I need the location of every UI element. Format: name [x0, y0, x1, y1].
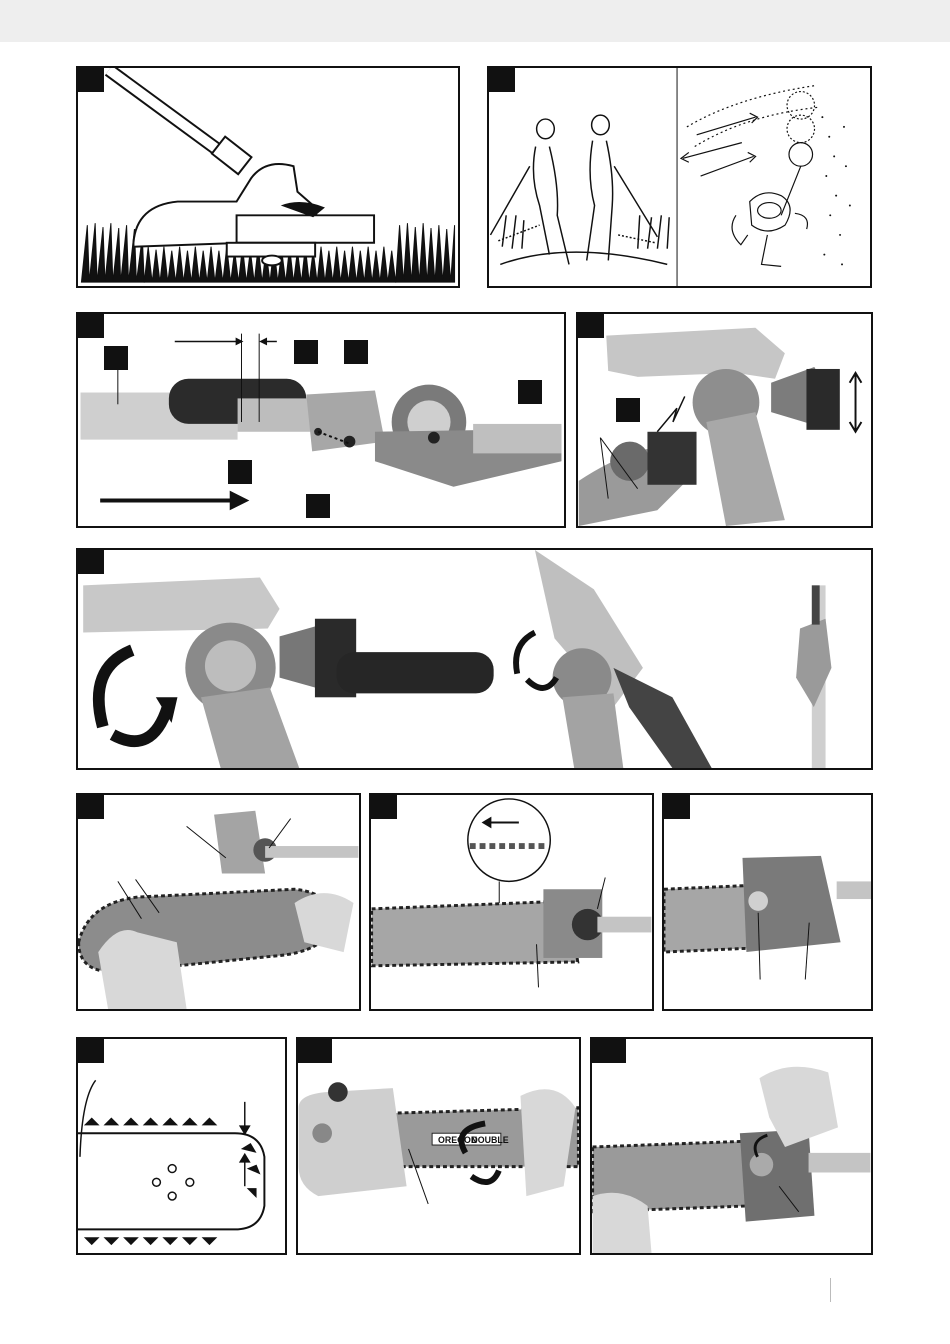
- figure-tension-detail: [76, 1037, 287, 1255]
- figure-badge: [592, 1039, 626, 1063]
- operators-illustration: [489, 68, 870, 286]
- figure-badge: [371, 795, 397, 819]
- angle-rotation-photo: [78, 550, 871, 768]
- callout-marker: [228, 460, 252, 484]
- tension-adjustment-photo: [298, 1039, 579, 1253]
- callout-marker: [306, 494, 330, 518]
- nut-tightening-photo: [592, 1039, 871, 1253]
- page-edge-mark: [830, 1278, 831, 1302]
- figure-badge: [298, 1039, 332, 1063]
- page-header-bar: [0, 0, 950, 42]
- chain-fitting-photo: [371, 795, 652, 1009]
- callout-marker: [294, 340, 318, 364]
- figure-badge: [489, 68, 515, 92]
- chain-brand-label-2: DOUBLE: [471, 1135, 509, 1146]
- figure-tension-adjustment: [296, 1037, 581, 1255]
- figure-operators: [487, 66, 872, 288]
- figure-nut-tightening: [590, 1037, 873, 1255]
- figure-badge: [578, 314, 604, 338]
- figure-badge: [78, 795, 104, 819]
- figure-badge: [78, 1039, 104, 1063]
- figure-gearbox-angle: [576, 312, 873, 528]
- bar-removal-photo: [78, 795, 359, 1009]
- callout-marker: [104, 346, 128, 370]
- trimmer-head-illustration: [78, 68, 458, 286]
- cover-mounted-photo: [664, 795, 871, 1009]
- figure-cover-mounted: [662, 793, 873, 1011]
- tension-detail-illustration: [78, 1039, 285, 1253]
- figure-chain-fitting: [369, 793, 654, 1011]
- figure-angle-rotation: [76, 548, 873, 770]
- callout-marker: [344, 340, 368, 364]
- figure-badge: [78, 314, 104, 338]
- figure-badge: [664, 795, 690, 819]
- figure-shaft-coupling: [76, 312, 566, 528]
- figure-bar-removal: [76, 793, 361, 1011]
- callout-marker: [616, 398, 640, 422]
- figure-badge: [78, 550, 104, 574]
- chain-brand-label: OREGON: [438, 1135, 478, 1146]
- figure-badge: [78, 68, 104, 92]
- callout-marker: [518, 380, 542, 404]
- figure-trimmer-head: [76, 66, 460, 288]
